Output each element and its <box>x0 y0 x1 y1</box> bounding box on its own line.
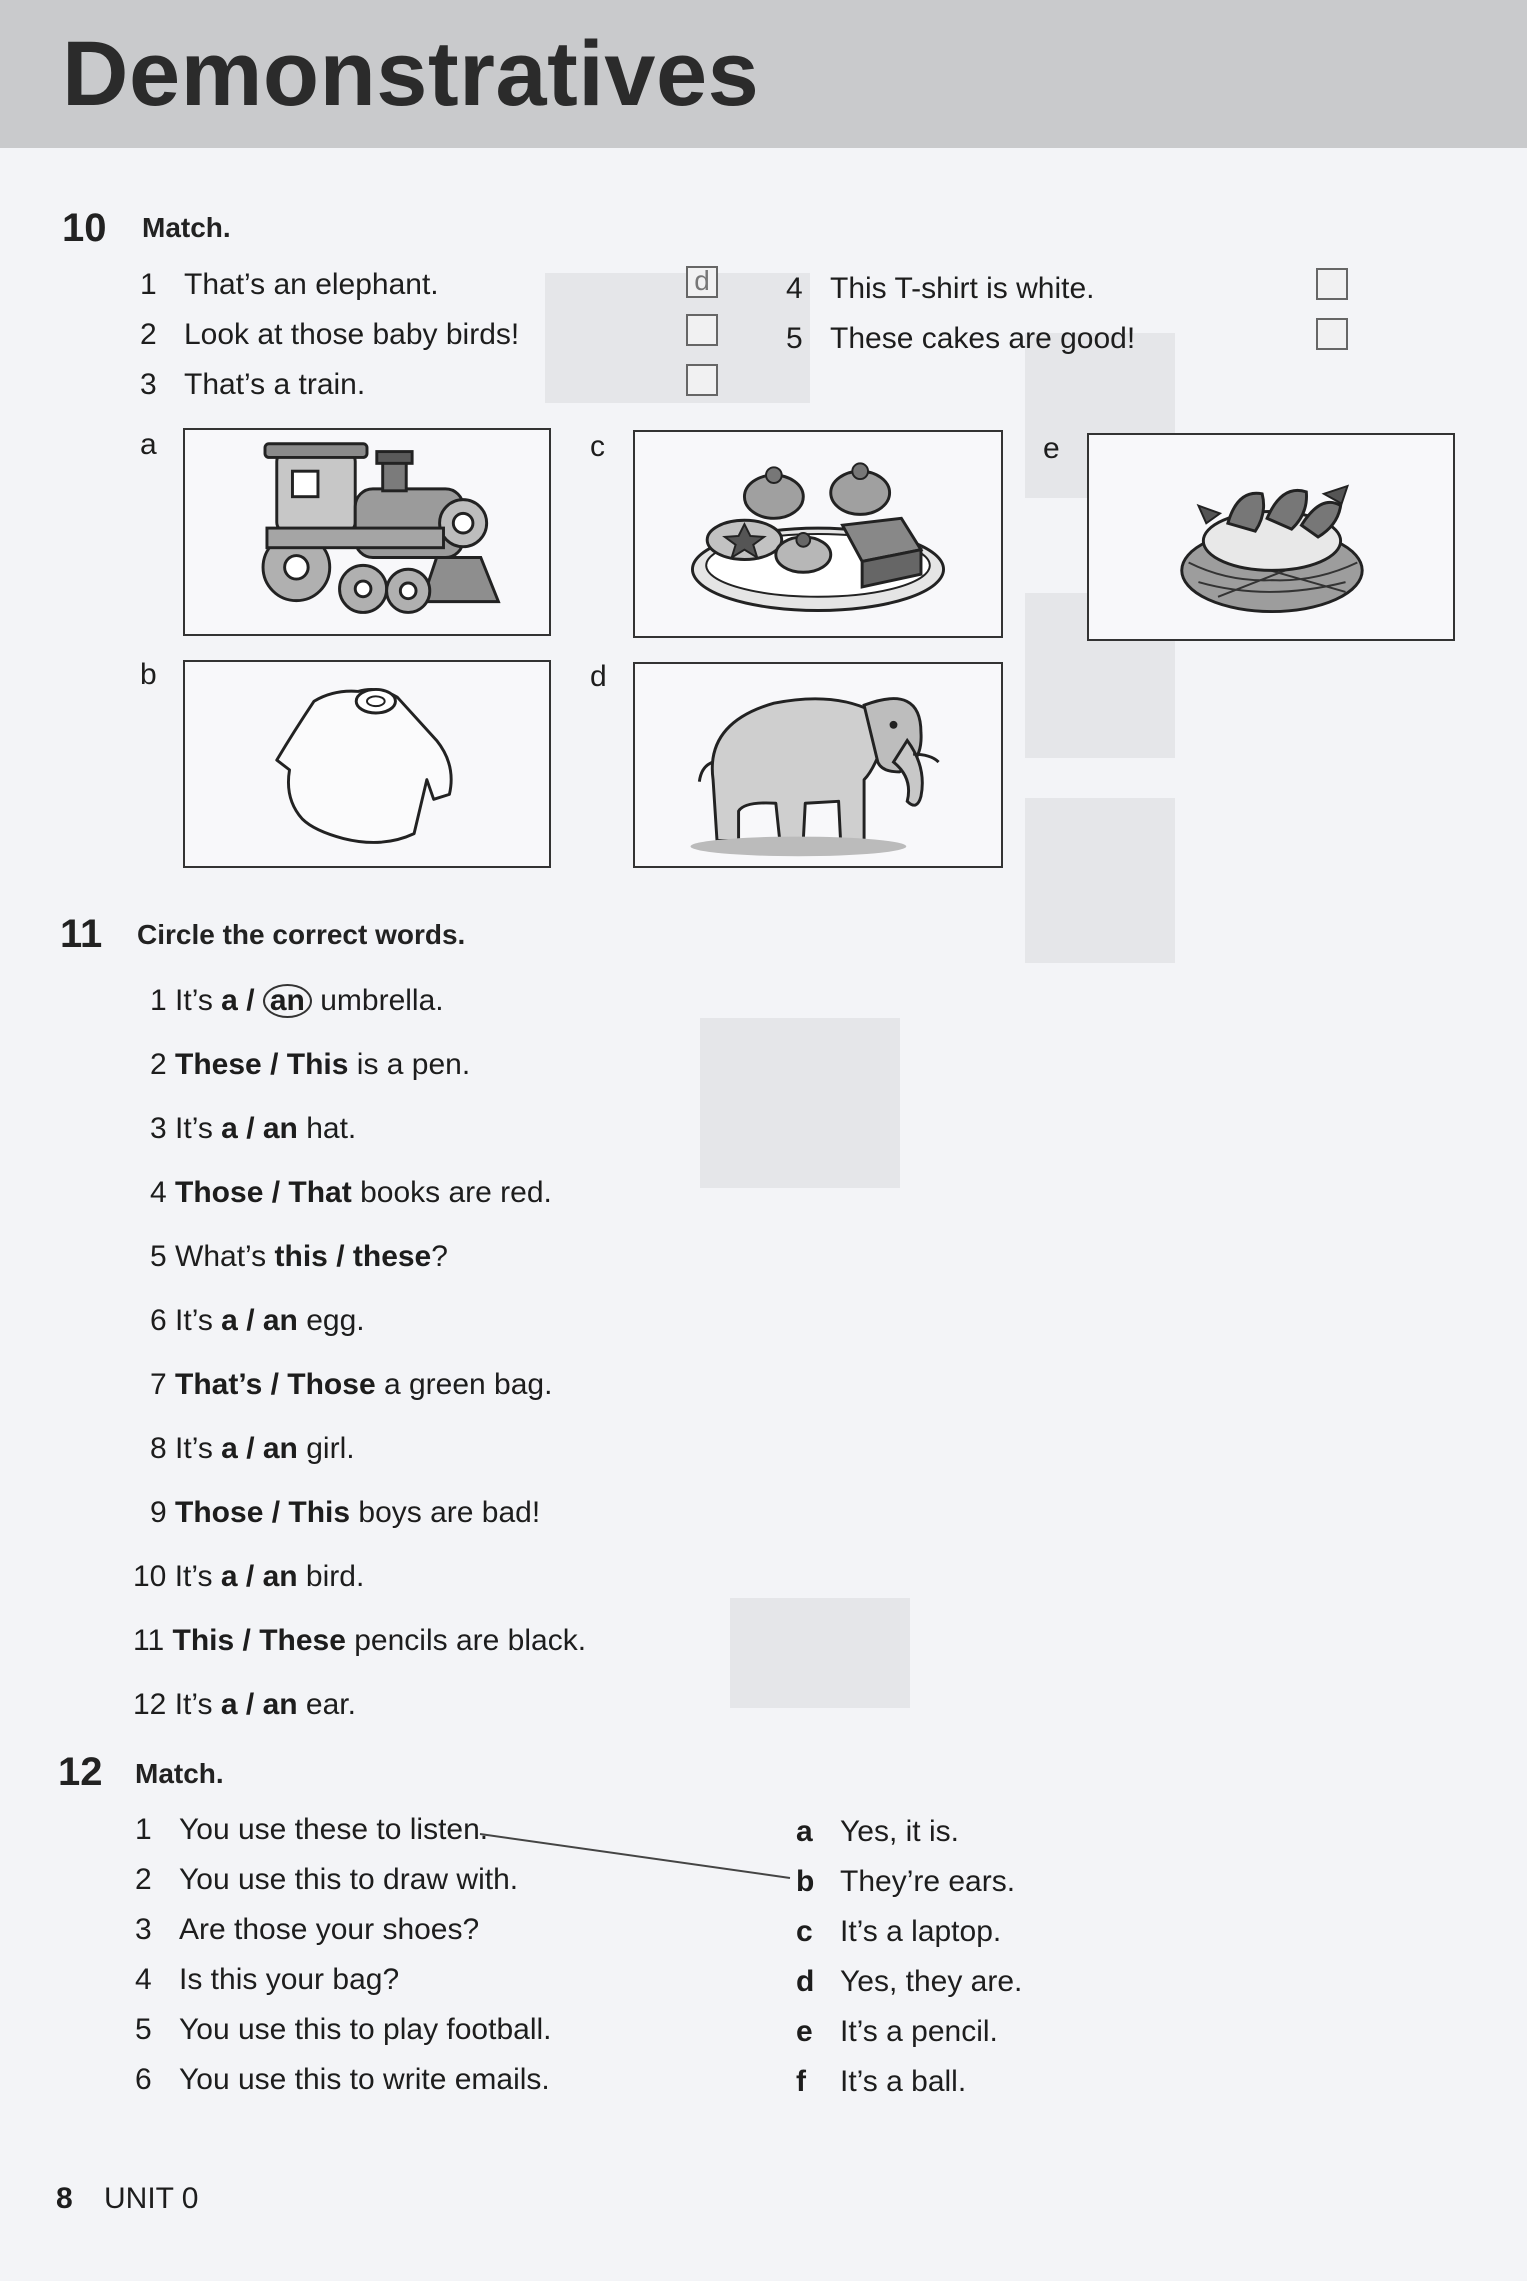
ex12-left-item-3: 3 Are those your shoes? <box>135 1913 480 1946</box>
ex11-item-5: 5 What’s this / these? <box>150 1240 448 1273</box>
toy-train-icon <box>185 430 549 634</box>
ex12-right-item-d: d Yes, they are. <box>796 1965 1023 1998</box>
ex10-item-1: 1 That’s an elephant. <box>140 268 439 301</box>
t-shirt-icon <box>185 662 549 866</box>
ex10-answer-box-5[interactable] <box>1316 318 1348 350</box>
ex11-item-10: 10 It’s a / an bird. <box>133 1560 365 1593</box>
ex11-item-1: 1 It’s a / an umbrella. <box>150 984 444 1017</box>
ex11-option-1a[interactable]: a <box>221 984 238 1017</box>
ex11-option-9a[interactable]: Those <box>175 1496 264 1529</box>
picture-label-b: b <box>140 658 157 691</box>
ex12-right-item-f: f It’s a ball. <box>796 2065 967 2098</box>
ex11-option-2b[interactable]: This <box>286 1048 349 1081</box>
ex12-left-item-5: 5 You use this to play football. <box>135 2013 552 2046</box>
ex12-left-item-6: 6 You use this to write emails. <box>135 2063 550 2096</box>
page-title: Demonstratives <box>62 23 760 125</box>
baby-birds-nest-icon <box>1089 435 1453 639</box>
picture-d-frame <box>633 662 1003 868</box>
picture-label-e: e <box>1043 432 1060 465</box>
ex11-option-2a[interactable]: These <box>175 1048 262 1081</box>
ex11-option-12b[interactable]: an <box>262 1688 298 1721</box>
ex11-option-3b[interactable]: an <box>262 1112 298 1145</box>
elephant-icon <box>635 664 1001 866</box>
ex11-item-2: 2 These / This is a pen. <box>150 1048 471 1081</box>
ex11-option-9b[interactable]: This <box>288 1496 351 1529</box>
picture-a-frame <box>183 428 551 636</box>
ex11-item-6: 6 It’s a / an egg. <box>150 1304 365 1337</box>
ex11-option-6b[interactable]: an <box>262 1304 298 1337</box>
ex10-item-3: 3 That’s a train. <box>140 368 366 401</box>
ex11-option-7a[interactable]: That’s <box>175 1368 263 1401</box>
ex10-item-4: 4 This T-shirt is white. <box>786 272 1095 305</box>
ex11-option-4b[interactable]: That <box>288 1176 352 1209</box>
ex11-option-7b[interactable]: Those <box>287 1368 376 1401</box>
ex11-option-5a[interactable]: this <box>274 1240 328 1273</box>
ex11-option-10a[interactable]: a <box>220 1560 238 1593</box>
picture-c-frame <box>633 430 1003 638</box>
ex11-option-12a[interactable]: a <box>220 1688 238 1721</box>
ex10-answer-box-1[interactable]: d <box>686 266 718 298</box>
ex11-item-12: 12 It’s a / an ear. <box>133 1688 356 1721</box>
exercise-12-number: 12 <box>58 1750 103 1794</box>
picture-label-d: d <box>590 660 607 693</box>
ex11-option-3a[interactable]: a <box>221 1112 238 1145</box>
ex10-item-5: 5 These cakes are good! <box>786 322 1136 355</box>
picture-e-frame <box>1087 433 1455 641</box>
page-number: 8 <box>56 2182 73 2215</box>
ex11-item-3: 3 It’s a / an hat. <box>150 1112 357 1145</box>
ex11-item-11: 11 This / These pencils are black. <box>133 1624 587 1657</box>
ex11-item-8: 8 It’s a / an girl. <box>150 1432 355 1465</box>
picture-b-frame <box>183 660 551 868</box>
ex11-option-10b[interactable]: an <box>262 1560 298 1593</box>
ex11-option-5b[interactable]: these <box>352 1240 432 1273</box>
ex11-item-9: 9 Those / This boys are bad! <box>150 1496 541 1529</box>
exercise-11-number: 11 <box>60 912 103 956</box>
ex12-right-item-b: b They’re ears. <box>796 1865 1016 1898</box>
ex12-left-item-1: 1 You use these to listen. <box>135 1813 489 1846</box>
cakes-icon <box>635 432 1001 636</box>
picture-label-c: c <box>590 430 605 463</box>
ex12-right-item-c: c It’s a laptop. <box>796 1915 1002 1948</box>
ex12-left-item-4: 4 Is this your bag? <box>135 1963 400 1996</box>
ex11-option-8b[interactable]: an <box>262 1432 298 1465</box>
exercise-10-instruction: Match. <box>142 212 231 243</box>
unit-label: UNIT 0 <box>104 2182 199 2215</box>
ex12-example-match-line <box>470 1820 800 1890</box>
ex11-item-7: 7 That’s / Those a green bag. <box>150 1368 553 1401</box>
ex11-option-1b-circled[interactable]: an <box>263 984 312 1018</box>
ex11-option-6a[interactable]: a <box>221 1304 238 1337</box>
ex10-answer-box-3[interactable] <box>686 364 718 396</box>
ex11-option-11a[interactable]: This <box>172 1624 235 1657</box>
exercise-10-number: 10 <box>62 206 107 250</box>
ex12-left-item-2: 2 You use this to draw with. <box>135 1863 519 1896</box>
ex11-option-11b[interactable]: These <box>259 1624 346 1657</box>
ex10-item-2: 2 Look at those baby birds! <box>140 318 520 351</box>
ex11-option-4a[interactable]: Those <box>175 1176 264 1209</box>
ex12-right-item-e: e It’s a pencil. <box>796 2015 998 2048</box>
ex10-answer-box-4[interactable] <box>1316 268 1348 300</box>
ex11-item-4: 4 Those / That books are red. <box>150 1176 552 1209</box>
ex11-option-8a[interactable]: a <box>221 1432 238 1465</box>
picture-label-a: a <box>140 428 157 461</box>
exercise-12-instruction: Match. <box>135 1758 224 1789</box>
ex10-answer-box-2[interactable] <box>686 314 718 346</box>
exercise-11-instruction: Circle the correct words. <box>137 919 466 950</box>
ex12-right-item-a: a Yes, it is. <box>796 1815 959 1848</box>
